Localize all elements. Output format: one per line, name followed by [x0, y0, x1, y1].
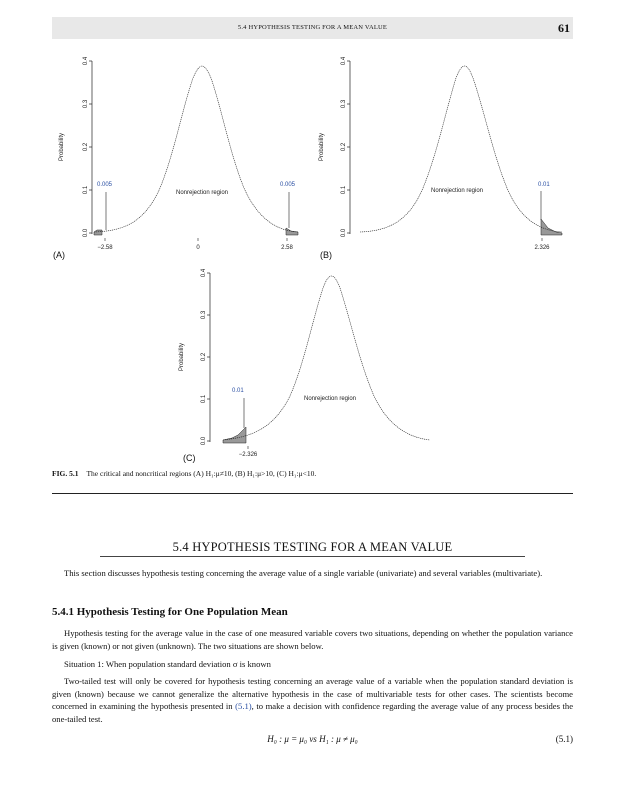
right-tail-prob: 0.005 [280, 182, 296, 188]
ytick-0.4: 0.4 [201, 268, 207, 278]
equation-number: (5.1) [555, 734, 573, 744]
situation-1: Situation 1: When population standard deviation σ is known [64, 659, 271, 669]
ytick-0.2: 0.2 [341, 142, 347, 152]
y-axis-label: Probability [179, 342, 185, 372]
panel-label-a: (A) [53, 250, 65, 260]
intro-paragraph: This section discusses hypothesis testing concerning the average value of a single variable (univariate) and several variables (multivariate). [64, 568, 543, 578]
crit-right: 2.326 [534, 245, 550, 251]
y-axis-label: Probability [59, 132, 65, 162]
figure-caption [52, 469, 316, 478]
figure-caption-text: The critical and noncritical regions (A) H₁:μ≠10, (B) H₁:μ>10, (C) H₁:μ<10. [86, 469, 317, 478]
equation-body: H₀ : μ = μ₀ vs H₁ : μ ≠ μ₀ [267, 734, 358, 744]
density-curve [94, 66, 298, 232]
ytick-0.1: 0.1 [341, 185, 347, 195]
paragraph-2-text-a: Two-tailed test will only be covered for hypothesis testing concerning an average value of a variable when the population standard deviation is given (known) because we cannot generalize the alternative hypothesis in the case of multivariable tests for other cases. The scientists become concerned in examining the hypothesis presented in [52, 676, 573, 711]
figure-panel-b [310, 48, 575, 258]
running-header [52, 17, 573, 39]
ytick-0.3: 0.3 [83, 99, 89, 109]
figure-panel-a [52, 48, 317, 258]
ytick-0.1: 0.1 [83, 185, 89, 195]
section-title-underline [100, 556, 525, 557]
ytick-0.4: 0.4 [341, 56, 347, 66]
left-tail-prob: 0.01 [232, 388, 244, 394]
y-axis-label: Probability [319, 132, 325, 162]
ytick-0.2: 0.2 [201, 352, 207, 362]
crit-left: −2.326 [238, 452, 258, 458]
density-curve [223, 276, 430, 440]
page-number: 61 [558, 21, 570, 35]
paragraph-2-text-b: , to make a decision with confidence regarding the average value of any process besides the one-tailed test. [52, 701, 574, 724]
paragraph-1: Hypothesis testing for the average value in the case of one measured variable covers two situations, depending on whether the population variance is given (known) or not given (unknown). The two situations are shown below. [52, 628, 573, 651]
ytick-0.3: 0.3 [201, 310, 207, 320]
ytick-0.3: 0.3 [341, 99, 347, 109]
ytick-0.1: 0.1 [201, 394, 207, 404]
subsection-title: 5.4.1 Hypothesis Testing for One Population Mean [52, 606, 288, 618]
ytick-0.4: 0.4 [83, 56, 89, 66]
ytick-0.0: 0.0 [83, 228, 89, 238]
left-tail-prob: 0.005 [97, 182, 113, 188]
equation-ref-link[interactable]: (5.1) [235, 701, 252, 711]
paragraph-2 [52, 675, 573, 725]
ytick-0.0: 0.0 [201, 436, 207, 446]
panel-label-b: (B) [320, 250, 332, 260]
figure-panel-c [170, 260, 435, 460]
nonrejection-label: Nonrejection region [430, 188, 484, 194]
panel-label-c: (C) [183, 453, 196, 463]
ytick-0.2: 0.2 [83, 142, 89, 152]
running-title: 5.4 HYPOTHESIS TESTING FOR A MEAN VALUE [237, 24, 388, 31]
ytick-0.0: 0.0 [341, 228, 347, 238]
nonrejection-label: Nonrejection region [175, 190, 229, 196]
density-curve [360, 66, 562, 232]
crit-right: 2.58 [281, 245, 293, 251]
section-title: 5.4 HYPOTHESIS TESTING FOR A MEAN VALUE [172, 540, 453, 554]
figure-caption-label: FIG. 5.1 [52, 469, 79, 478]
crit-left: −2.58 [97, 245, 113, 251]
right-tail-prob: 0.01 [538, 182, 550, 188]
center-tick: 0 [196, 245, 200, 251]
section-rule [52, 493, 573, 494]
nonrejection-label: Nonrejection region [303, 396, 357, 402]
